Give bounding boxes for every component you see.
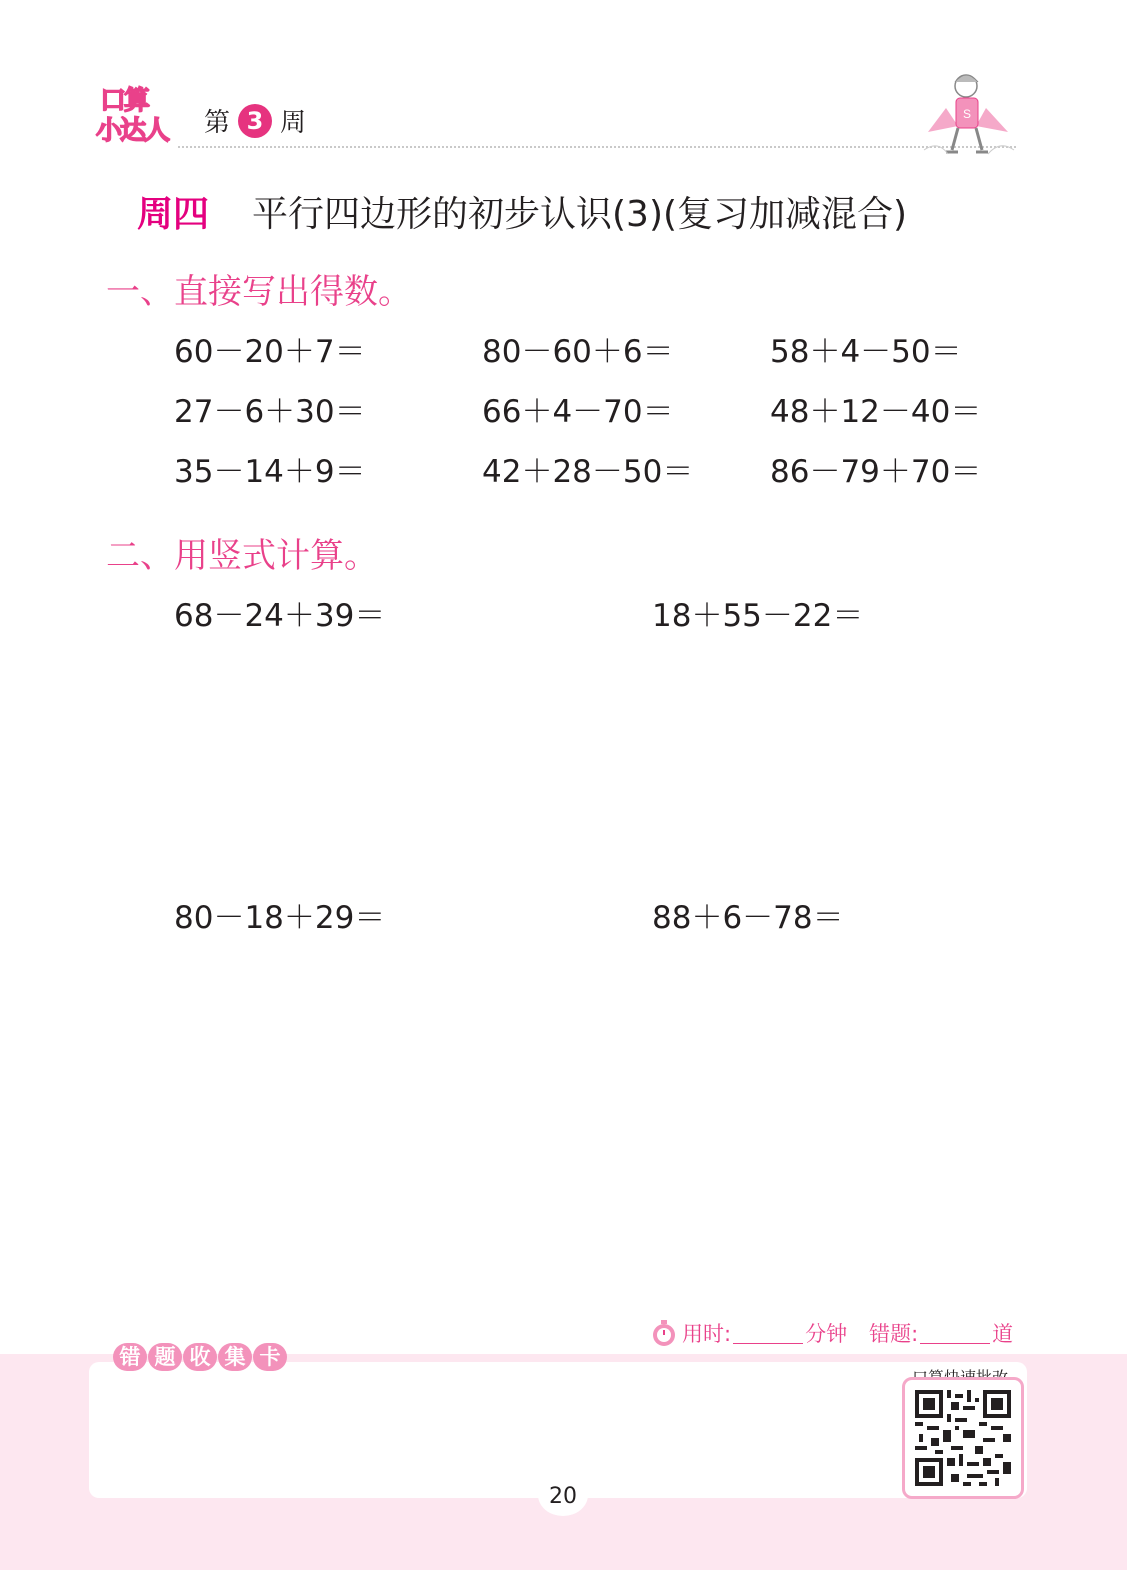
problem-1-3: 58＋4－50＝ bbox=[770, 334, 962, 370]
book-logo bbox=[92, 84, 184, 150]
week-number-badge: 3 bbox=[238, 104, 272, 138]
section1-heading: 一、直接写出得数。 bbox=[106, 272, 412, 312]
week-suffix: 周 bbox=[280, 108, 307, 138]
card-label-char-1: 错 bbox=[113, 1343, 147, 1371]
problem-1-1: 60－20＋7＝ bbox=[174, 334, 366, 370]
title-day: 周四 bbox=[137, 194, 210, 235]
week-prefix: 第 bbox=[204, 108, 231, 138]
qr-code-icon[interactable] bbox=[902, 1377, 1024, 1499]
problem-1-5: 66＋4－70＝ bbox=[482, 394, 674, 430]
stopwatch-icon bbox=[650, 1319, 678, 1347]
time-unit: 分钟 bbox=[805, 1322, 848, 1346]
page-title: 平行四边形的初步认识(3)(复习加减混合) bbox=[252, 194, 908, 235]
error-collection-card-label bbox=[113, 1343, 288, 1371]
problem-1-7: 35－14＋9＝ bbox=[174, 454, 366, 490]
week-indicator bbox=[204, 102, 306, 139]
card-label-char-4: 集 bbox=[218, 1343, 252, 1371]
problem-1-6: 48＋12－40＝ bbox=[770, 394, 982, 430]
qr-pattern bbox=[915, 1390, 1011, 1486]
card-label-char-3: 收 bbox=[183, 1343, 217, 1371]
header-divider bbox=[178, 146, 1016, 148]
timer-row bbox=[650, 1318, 1013, 1348]
card-label-char-2: 题 bbox=[148, 1343, 182, 1371]
problem-2-3: 80－18＋29＝ bbox=[174, 900, 386, 936]
svg-text:S: S bbox=[962, 107, 972, 121]
errors-blank[interactable] bbox=[920, 1323, 990, 1344]
errors-label: 错题: bbox=[869, 1322, 919, 1346]
time-label: 用时: bbox=[682, 1322, 732, 1346]
superhero-kid-icon bbox=[918, 70, 1018, 162]
problem-2-1: 68－24＋39＝ bbox=[174, 598, 386, 634]
card-label-char-5: 卡 bbox=[253, 1343, 287, 1371]
problem-1-4: 27－6＋30＝ bbox=[174, 394, 366, 430]
section2-heading: 二、用竖式计算。 bbox=[106, 536, 378, 576]
time-blank[interactable] bbox=[733, 1323, 803, 1344]
page-number: 20 bbox=[538, 1474, 588, 1516]
errors-unit: 道 bbox=[992, 1322, 1014, 1346]
problem-1-8: 42＋28－50＝ bbox=[482, 454, 694, 490]
problem-1-2: 80－60＋6＝ bbox=[482, 334, 674, 370]
problem-2-4: 88＋6－78＝ bbox=[652, 900, 844, 936]
problem-2-2: 18＋55－22＝ bbox=[652, 598, 864, 634]
logo-line-1: 口算 bbox=[100, 86, 149, 116]
problem-1-9: 86－79＋70＝ bbox=[770, 454, 982, 490]
logo-line-2: 小达人 bbox=[96, 116, 169, 146]
